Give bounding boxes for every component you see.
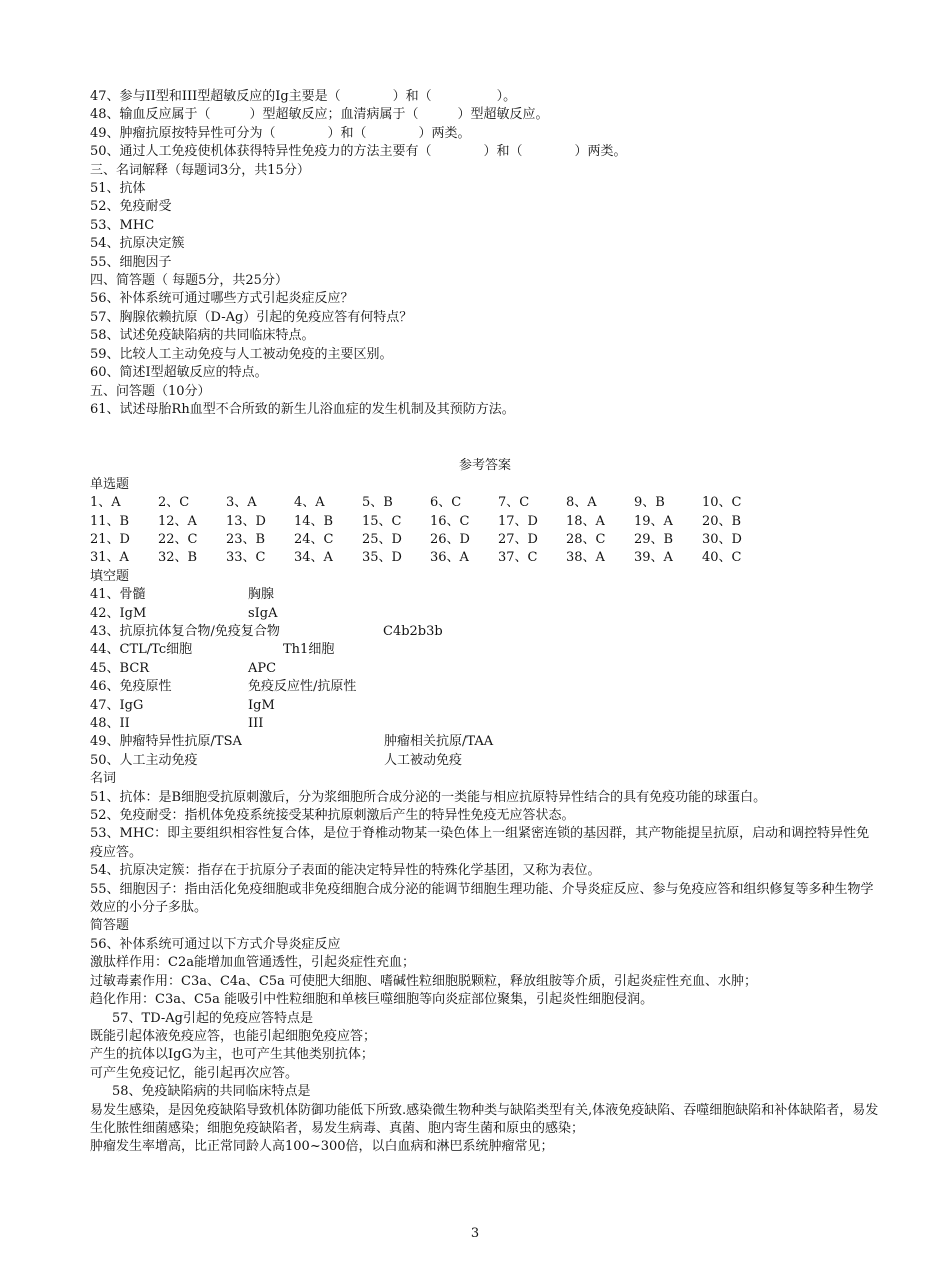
- answer-cell: 16、C: [430, 513, 470, 529]
- answer-cell: 28、C: [566, 531, 606, 547]
- answer-cell: 37、C: [498, 550, 538, 566]
- answer-cell: 13、D: [226, 513, 266, 529]
- fill-row: [90, 752, 880, 770]
- section-heading: 三、名词解释（每题词3分，共15分）: [90, 162, 310, 178]
- fill-answer-1: 47、IgG: [90, 697, 144, 713]
- answer-cell: 21、D: [90, 531, 130, 547]
- answer-cell: 8、A: [566, 495, 597, 511]
- fill-answer-1: 49、肿瘤特异性抗原/TSA: [90, 734, 242, 750]
- answer-cell: 27、D: [498, 531, 538, 547]
- question-line: 49、肿瘤抗原按特异性可分为（ ）和（ ）两类。: [90, 125, 471, 141]
- answer-cell: 23、B: [226, 531, 266, 547]
- fill-answer-2: APC: [248, 660, 277, 676]
- page-number: 3: [470, 1226, 480, 1241]
- fill-answer-1: 50、人工主动免疫: [90, 752, 198, 768]
- answer-cell: 31、A: [90, 550, 129, 566]
- answer-cell: 11、B: [90, 513, 130, 529]
- answer-cell: 40、C: [702, 550, 742, 566]
- answer-cell: 36、A: [430, 550, 469, 566]
- answer-cell: 32、B: [158, 550, 198, 566]
- answer-line: 易发生感染，是因免疫缺陷导致机体防御功能低下所致.感染微生物种类与缺陷类型有关,体液免疫缺陷、吞噬细胞缺陷和补体缺陷者，易发生化脓性细菌感染；细胞免疫缺陷者，易发生病毒、真菌、胞内寄生菌和原虫的感染；: [90, 1102, 879, 1136]
- fill-row: [90, 678, 880, 696]
- answer-cell: 12、A: [158, 513, 197, 529]
- fill-answer-2: 胸腺: [248, 587, 275, 603]
- answer-cell: 3、A: [226, 495, 257, 511]
- term-definition: 53、MHC：即主要组织相容性复合体，是位于脊椎动物某一染色体上一组紧密连锁的基因群，其产物能提呈抗原，启动和调控特异性免疫应答。: [90, 826, 870, 860]
- spacer: [90, 419, 880, 457]
- answer-cell: 5、B: [362, 495, 393, 511]
- answer-title-57: 57、TD-Ag引起的免疫应答特点是: [112, 1010, 313, 1026]
- fill-answer-1: 48、II: [90, 716, 130, 731]
- answer-cell: 17、D: [498, 513, 538, 529]
- answer-line: 激肽样作用：C2a能增加血管通透性，引起炎症性充血；: [90, 955, 415, 971]
- document-page: [90, 88, 880, 1157]
- answer-line: 可产生免疫记忆，能引起再次应答。: [90, 1065, 299, 1081]
- fill-row: [90, 697, 880, 715]
- fill-answer-2: IgM: [248, 697, 275, 713]
- question-line: 56、补体系统可通过哪些方式引起炎症反应？: [90, 291, 354, 307]
- short-answer-heading: 简答题: [90, 918, 130, 934]
- answer-cell: 2、C: [158, 495, 190, 511]
- question-line: 58、试述免疫缺陷病的共同临床特点。: [90, 328, 315, 344]
- term-definition: 51、抗体：是B细胞受抗原刺激后，分为浆细胞所合成分泌的一类能与相应抗原特异性结合的具有免疫功能的球蛋白。: [90, 789, 767, 805]
- fill-answer-2: sIgA: [248, 605, 278, 621]
- answer-cell: 33、C: [226, 550, 266, 566]
- answer-row: [90, 531, 880, 549]
- question-line: 57、胸腺依赖抗原（D-Ag）引起的免疫应答有何特点？: [90, 309, 413, 325]
- question-line: 51、抗体: [90, 181, 146, 197]
- fill-row: [90, 715, 880, 733]
- answer-cell: 22、C: [158, 531, 198, 547]
- short-answers: [90, 936, 880, 1157]
- term-definition: 54、抗原决定簇：指存在于抗原分子表面的能决定特异性的特殊化学基团，又称为表位。: [90, 863, 601, 879]
- answer-cell: 35、D: [362, 550, 402, 566]
- answer-line: 趋化作用：C3a、C5a 能吸引中性粒细胞和单核巨噬细胞等向炎症部位聚集，引起炎性细胞侵润。: [90, 992, 654, 1008]
- answer-cell: 24、C: [294, 531, 334, 547]
- answer-cell: 1、A: [90, 495, 121, 511]
- answer-line: 产生的抗体以IgG为主，也可产生其他类别抗体；: [90, 1047, 374, 1063]
- answer-cell: 9、B: [634, 495, 665, 511]
- question-line: 54、抗原决定簇: [90, 236, 185, 252]
- fill-answer-2: 免疫反应性/抗原性: [248, 679, 357, 695]
- fill-answer-2: 人工被动免疫: [384, 752, 463, 768]
- answer-cell: 29、B: [634, 531, 674, 547]
- answer-line: 过敏毒素作用：C3a、C4a、C5a 可使肥大细胞、嗜碱性粒细胞脱颗粒，释放组胺等介质，引起炎症性充血、水肿；: [90, 973, 758, 989]
- fill-answers: [90, 586, 880, 770]
- fill-row: [90, 605, 880, 623]
- fill-answer-1: 41、骨髓: [90, 587, 146, 603]
- answer-cell: 10、C: [702, 495, 742, 511]
- answer-cell: 39、A: [634, 550, 673, 566]
- answer-title-56: 56、补体系统可通过以下方式介导炎症反应: [90, 936, 341, 952]
- fill-row: [90, 660, 880, 678]
- question-line: 53、MHC: [90, 217, 155, 233]
- answer-cell: 19、A: [634, 513, 673, 529]
- fill-row: [90, 586, 880, 604]
- fill-answer-1: 43、抗原抗体复合物/免疫复合物: [90, 623, 280, 639]
- fill-answer-1: 44、CTL/Tc细胞: [90, 642, 193, 658]
- fill-answer-2: Th1细胞: [283, 642, 335, 658]
- terms-heading: 名词: [90, 771, 117, 787]
- answer-cell: 30、D: [702, 531, 742, 547]
- answer-cell: 26、D: [430, 531, 470, 547]
- answer-row: [90, 494, 880, 512]
- exam-questions: [90, 88, 880, 419]
- question-line: 50、通过人工免疫使机体获得特异性免疫力的方法主要有（ ）和（ ）两类。: [90, 144, 627, 160]
- section-heading: 五、问答题（10分）: [90, 383, 211, 399]
- section-heading: 四、简答题（ 每题5分，共25分）: [90, 273, 288, 289]
- answer-cell: 38、A: [566, 550, 605, 566]
- single-choice-answers: [90, 494, 880, 568]
- answer-title-58: 58、免疫缺陷病的共同临床特点是: [112, 1084, 311, 1100]
- answer-cell: 6、C: [430, 495, 462, 511]
- question-line: 47、参与II型和III型超敏反应的Ig主要是（ ）和（ ）。: [90, 89, 517, 104]
- fill-heading: 填空题: [90, 568, 130, 584]
- fill-answer-1: 46、免疫原性: [90, 679, 172, 695]
- term-definition: 55、细胞因子：指由活化免疫细胞或非免疫细胞合成分泌的能调节细胞生理功能、介导炎症反应、参与免疫应答和组织修复等多种生物学效应的小分子多肽。: [90, 881, 874, 916]
- question-line: 48、输血反应属于（ ）型超敏反应；血清病属于（ ）型超敏反应。: [90, 107, 549, 123]
- answer-cell: 15、C: [362, 513, 402, 529]
- term-definitions: [90, 789, 880, 918]
- fill-row: [90, 733, 880, 751]
- fill-row: [90, 641, 880, 659]
- question-line: 60、简述I型超敏反应的特点。: [90, 365, 268, 381]
- fill-answer-1: 45、BCR: [90, 660, 150, 676]
- fill-answer-1: 42、IgM: [90, 605, 147, 621]
- answer-row: [90, 513, 880, 531]
- term-definition: 52、免疫耐受：指机体免疫系统接受某种抗原刺激后产生的特异性免疫无应答状态。: [90, 808, 575, 824]
- fill-row: [90, 623, 880, 641]
- fill-answer-2: C4b2b3b: [383, 623, 443, 639]
- answer-cell: 20、B: [702, 513, 742, 529]
- fill-answer-2: 肿瘤相关抗原/TAA: [384, 734, 494, 750]
- answer-cell: 34、A: [294, 550, 333, 566]
- answer-cell: 7、C: [498, 495, 530, 511]
- question-line: 61、试述母胎Rh血型不合所致的新生儿浴血症的发生机制及其预防方法。: [90, 401, 515, 417]
- question-line: 59、比较人工主动免疫与人工被动免疫的主要区别。: [90, 346, 393, 362]
- answer-title: 参考答案: [458, 458, 511, 474]
- answer-line: 肿瘤发生率增高，比正常同龄人高100~300倍，以白血病和淋巴系统肿瘤常见；: [90, 1139, 554, 1155]
- answer-cell: 4、A: [294, 495, 325, 511]
- answer-row: [90, 549, 880, 567]
- answer-cell: 18、A: [566, 513, 605, 529]
- question-line: 52、免疫耐受: [90, 199, 172, 215]
- question-line: 55、细胞因子: [90, 254, 172, 270]
- answer-cell: 14、B: [294, 513, 334, 529]
- answer-line: 既能引起体液免疫应答，也能引起细胞免疫应答；: [90, 1028, 377, 1044]
- fill-answer-2: III: [248, 716, 264, 731]
- single-choice-heading: 单选题: [90, 476, 130, 492]
- answer-cell: 25、D: [362, 531, 402, 547]
